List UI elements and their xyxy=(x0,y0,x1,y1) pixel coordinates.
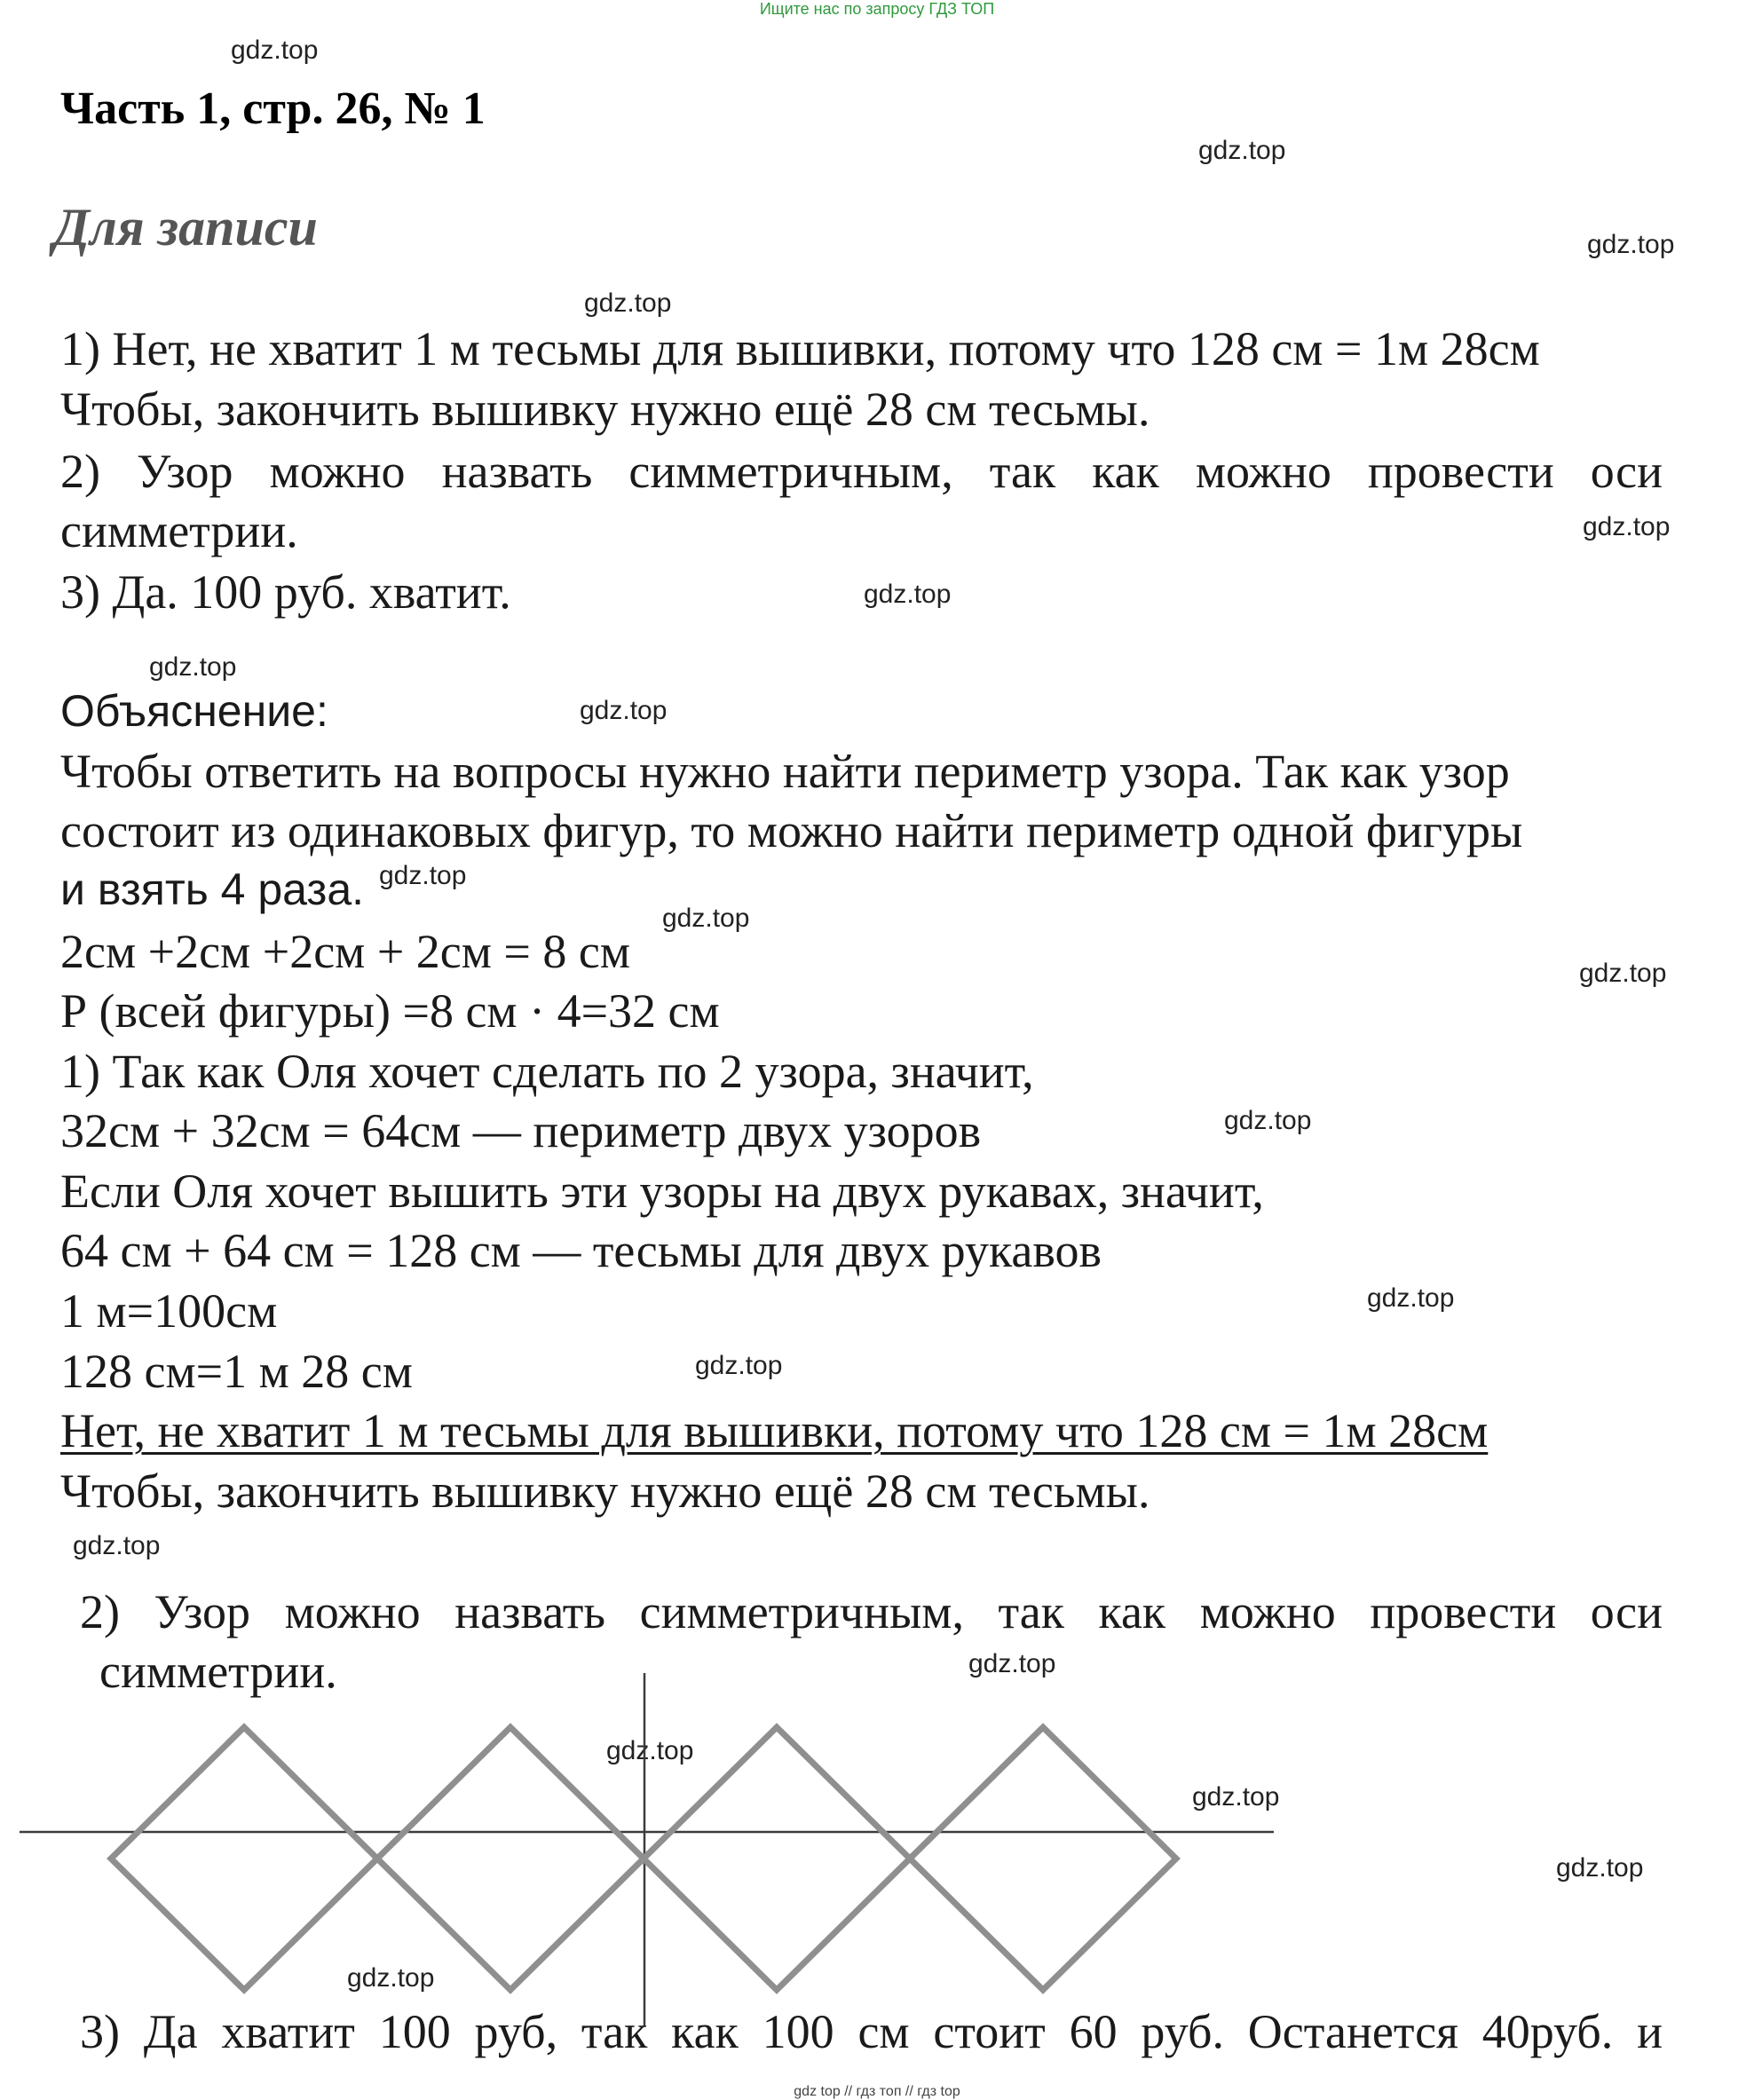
rhombus-2 xyxy=(377,1727,644,1990)
rhombus-4 xyxy=(910,1727,1176,1990)
watermark: gdz.top xyxy=(231,36,319,65)
answer-2-line-1: 2) Узор можно назвать симметричным, так как можно провести оси xyxy=(60,445,1663,498)
answer-2-line-2: симметрии. xyxy=(60,504,298,557)
bottom-banner: gdz top // гдз топ // гдз top xyxy=(794,2084,960,2099)
watermark: gdz.top xyxy=(1556,1853,1644,1883)
explanation-line-1: Чтобы ответить на вопросы нужно найти периметр узора. Так как узор xyxy=(60,745,1510,798)
explanation-line-2: состоит из одинаковых фигур, то можно найти периметр одной фигуры xyxy=(60,804,1523,857)
watermark: gdz.top xyxy=(606,1736,694,1765)
watermark: gdz.top xyxy=(1224,1106,1312,1135)
question-1-intro-2: Если Оля хочет вышить эти узоры на двух рукавах, значит, xyxy=(60,1164,1264,1218)
question-1-calc-1: 32см + 32см = 64см — периметр двух узоров xyxy=(60,1104,982,1157)
watermark: gdz.top xyxy=(695,1351,783,1380)
watermark: gdz.top xyxy=(1587,230,1675,259)
watermark: gdz.top xyxy=(580,696,668,725)
conclusion-2: Чтобы, закончить вышивку нужно ещё 28 см тесьмы. xyxy=(60,1464,1150,1518)
watermark: gdz.top xyxy=(584,288,672,318)
conversion-1: 1 м=100см xyxy=(60,1284,278,1338)
watermark: gdz.top xyxy=(662,904,750,933)
calc-whole-figure: Р (всей фигуры) =8 см · 4=32 см xyxy=(60,984,720,1038)
question-2-line-2: симметрии. xyxy=(99,1645,337,1698)
calc-one-figure: 2см +2см +2см + 2см = 8 см xyxy=(60,925,631,978)
section-subtitle: Для записи xyxy=(53,198,318,257)
watermark: gdz.top xyxy=(864,580,952,609)
watermark: gdz.top xyxy=(347,1963,435,1993)
question-1-intro: 1) Так как Оля хочет сделать по 2 узора, значит, xyxy=(60,1045,1034,1098)
answer-3: 3) Да. 100 руб. хватит. xyxy=(60,565,511,619)
watermark: gdz.top xyxy=(149,652,237,682)
watermark: gdz.top xyxy=(1367,1283,1455,1313)
watermark: gdz.top xyxy=(379,861,467,890)
question-3-line-1: 3) Да хватит 100 руб, так как 100 см стоит 60 руб. Останется 40руб. и xyxy=(80,2005,1663,2058)
explanation-line-3: и взять 4 раза. xyxy=(60,864,365,914)
watermark: gdz.top xyxy=(73,1531,161,1560)
watermark: gdz.top xyxy=(968,1649,1056,1678)
question-2-line-1: 2) Узор можно назвать симметричным, так как можно провести оси xyxy=(80,1585,1663,1638)
rhombus-3 xyxy=(644,1727,910,1990)
page-title: Часть 1, стр. 26, № 1 xyxy=(60,83,486,134)
conclusion-1: Нет, не хватит 1 м тесьмы для вышивки, потому что 128 см = 1м 28см xyxy=(60,1404,1489,1457)
conversion-2: 128 см=1 м 28 см xyxy=(60,1345,413,1398)
question-1-calc-2: 64 см + 64 см = 128 см — тесьмы для двух рукавов xyxy=(60,1224,1102,1277)
watermark: gdz.top xyxy=(1583,512,1671,541)
watermark: gdz.top xyxy=(1198,136,1286,165)
answer-1-line-1: 1) Нет, не хватит 1 м тесьмы для вышивки, потому что 128 см = 1м 28см xyxy=(60,322,1540,375)
watermark: gdz.top xyxy=(1579,959,1667,988)
watermark: gdz.top xyxy=(1192,1782,1280,1812)
rhombus-1 xyxy=(111,1727,377,1990)
explanation-heading: Объяснение: xyxy=(60,686,328,736)
top-banner: Ищите нас по запросу ГДЗ ТОП xyxy=(759,0,995,18)
answer-1-line-2: Чтобы, закончить вышивку нужно ещё 28 см тесьмы. xyxy=(60,383,1150,436)
